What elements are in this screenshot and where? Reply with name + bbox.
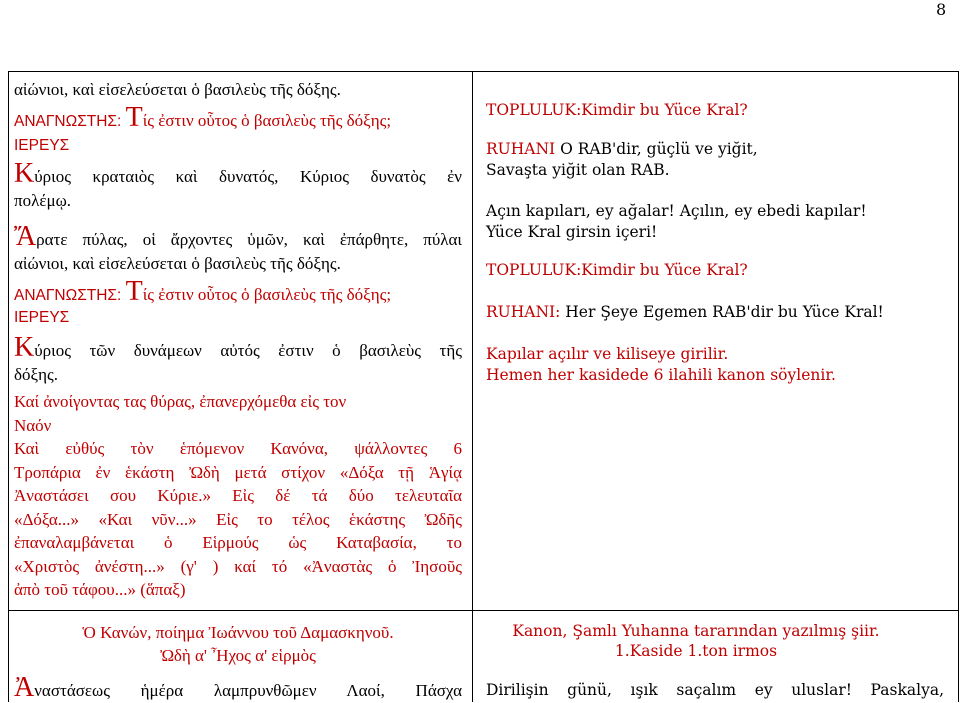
reader-label: ΑΝΑΓΝΩΣΤΗΣ: — [14, 287, 122, 304]
turkish-irmos: Dirilişin günü, ışık saçalım ey uluslar! Paskalya, — [486, 681, 944, 699]
answer-text: δόξης. — [14, 364, 58, 384]
greek-canon-title: Ὁ Κανών, ποίημα Ἰωάννου τοῦ Δαμασκηνοῦ. — [82, 623, 394, 642]
verse-text: Açın kapıları, ey ağalar! Açılın, ey ebedi kapılar! — [486, 202, 867, 220]
drop-cap: Τ — [125, 276, 143, 307]
turkish-rubric — [486, 344, 948, 386]
greek-rubric — [14, 390, 462, 602]
greek-irmos — [14, 672, 462, 703]
rubric-line: Τροπάρια ἐν ἑκάστη Ὠδὴ μετά στίχον «Δόξα τῇ Ἁγίᾳ — [14, 462, 462, 482]
drop-cap: Τ — [125, 102, 143, 133]
rubric-line: ἐπαναλαμβάνεται ὁ Εἱρμούς ὡς Καταβασία, το — [14, 533, 462, 552]
priest-label: ΙΕΡΕΥΣ — [14, 309, 70, 326]
table-right-border — [958, 71, 959, 702]
greek-question-2 — [14, 276, 462, 308]
rubric-line: Ναόν — [14, 415, 52, 435]
greek-ode-heading: Ὠδὴ α' Ἦχος α' εἱρμὸς — [160, 646, 316, 665]
table-row-divider — [8, 610, 958, 611]
question-text: Kimdir bu Yüce Kral? — [581, 261, 748, 279]
congregation-label: TOPLULUK: — [486, 261, 582, 279]
rubric-line: Kapılar açılır ve kiliseye girilir. — [486, 345, 729, 363]
rubric-line: Hemen her kasidede 6 ilahili kanon söylenir. — [486, 366, 836, 384]
question-text: ίς ἐστιν οὗτος ὁ βασιλεὺς τῆς δόξης; — [142, 285, 392, 304]
question-text: ίς ἐστιν οὗτος ὁ βασιλεὺς τῆς δόξης; — [142, 111, 392, 130]
verse-text: Yüce Kral girsin içeri! — [486, 223, 658, 241]
turkish-psalm-verse — [486, 201, 948, 243]
turkish-question-1 — [486, 100, 948, 121]
rubric-line: Ἀναστάσει σου Κύριε.» Εἰς δέ τά δύο τελευταῖα — [14, 486, 462, 505]
table-top-border — [8, 71, 958, 72]
answer-text: ύριος κραταιὸς καὶ δυνατός, Κύριος δυνατὸς ἐν — [34, 167, 462, 186]
verse-text: ρατε πύλας, οἱ ἄρχοντες ὑμῶν, καὶ ἐπάρθητε, πύλαι — [36, 230, 462, 249]
verse-text: αἰώνιοι, καὶ εἰσελεύσεται ὁ βασιλεὺς τῆς δόξης. — [14, 253, 341, 273]
turkish-question-2 — [486, 260, 948, 281]
rubric-line: ἀπὸ τοῦ τάφου...» (ἅπαξ) — [14, 580, 186, 599]
greek-answer-2 — [14, 332, 462, 386]
priest-label: RUHANI — [486, 140, 556, 158]
table-left-border — [8, 71, 9, 702]
turkish-answer-2 — [486, 302, 948, 323]
greek-psalm-verse — [14, 221, 462, 275]
priest-label: RUHANI: — [486, 303, 561, 321]
drop-cap: Κ — [14, 332, 35, 363]
priest-label: ΙΕΡΕΥΣ — [14, 137, 70, 154]
page-number: 8 — [936, 0, 947, 19]
table-column-divider — [472, 71, 473, 702]
greek-question-1 — [14, 102, 462, 134]
greek-answer-1 — [14, 158, 462, 212]
rubric-line: «Δόξα...» «Και νῦν...» Εἰς το τέλος ἑκάστης Ὠδῆς — [14, 509, 462, 529]
turkish-canon-title: Kanon, Şamlı Yuhanna tararından yazılmış şiir. — [512, 622, 880, 640]
congregation-label: TOPLULUK: — [486, 101, 582, 119]
greek-line: αἰώνιοι, καὶ εἰσελεύσεται ὁ βασιλεὺς τῆς δόξης. — [14, 80, 341, 99]
answer-text: πολέμῳ. — [14, 190, 72, 210]
answer-text: ύριος τῶν δυνάμεων αὐτός ἐστιν ὁ βασιλεὺς τῆς — [34, 341, 462, 360]
answer-text: Savaşta yiğit olan RAB. — [486, 161, 670, 179]
turkish-ode-heading: 1.Kaside 1.ton irmos — [614, 642, 778, 660]
irmos-text: ναστάσεως ἡμέρα λαμπρυνθῶμεν Λαοί, Πάσχα — [34, 681, 462, 700]
question-text: Kimdir bu Yüce Kral? — [581, 101, 748, 119]
rubric-line: Καί ἀνοίγοντας τας θύρας, ἐπανερχόμεθα εἰς τον — [14, 392, 347, 411]
rubric-line: «Χριστὸς ἀνέστη...» (γ' ) καί τό «Ἀναστὰς ὁ Ἰησοῦς — [14, 556, 462, 576]
turkish-answer-1 — [486, 139, 948, 181]
drop-cap: Ἀ — [14, 672, 35, 703]
reader-label: ΑΝΑΓΝΩΣΤΗΣ: — [14, 113, 122, 130]
answer-text: Her Şeye Egemen RAB'dir bu Yüce Kral! — [560, 303, 884, 321]
answer-text: O RAB'dir, güçlü ve yiğit, — [555, 140, 758, 158]
rubric-line: Καὶ εὐθύς τὸν ἑπόμενον Κανόνα, ψάλλοντες 6 — [14, 439, 462, 458]
drop-cap: Ἄ — [14, 221, 37, 252]
drop-cap: Κ — [14, 158, 35, 189]
